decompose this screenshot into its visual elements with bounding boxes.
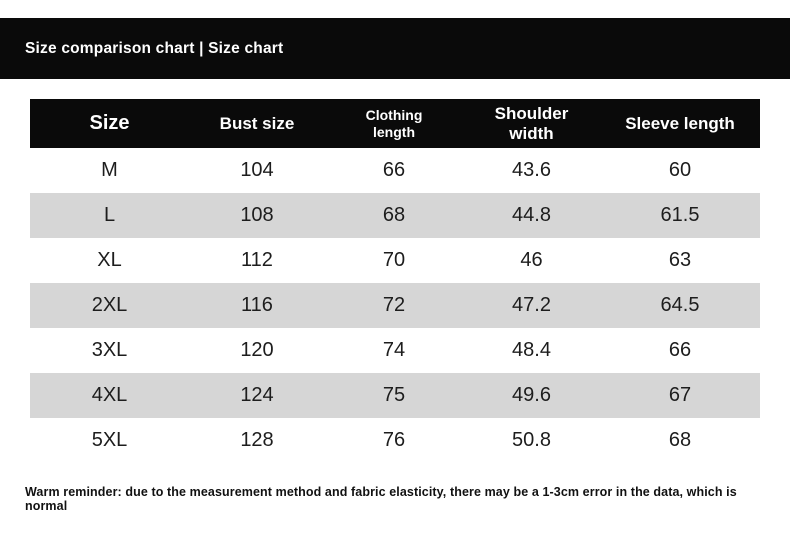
cell-size: 4XL xyxy=(30,373,189,418)
cell-sleeve-length: 67 xyxy=(600,373,760,418)
cell-size: 2XL xyxy=(30,283,189,328)
cell-size: 3XL xyxy=(30,328,189,373)
cell-shoulder-width: 49.6 xyxy=(463,373,600,418)
cell-shoulder-width: 47.2 xyxy=(463,283,600,328)
cell-sleeve-length: 66 xyxy=(600,328,760,373)
cell-bust-size: 108 xyxy=(189,193,325,238)
cell-bust-size: 124 xyxy=(189,373,325,418)
cell-sleeve-length: 60 xyxy=(600,148,760,193)
warm-reminder-note: Warm reminder: due to the measurement method and fabric elasticity, there may be a 1-3cm error in the data, which is normal xyxy=(25,485,737,513)
cell-size: M xyxy=(30,148,189,193)
cell-clothing-length: 74 xyxy=(325,328,463,373)
column-header-label: Size xyxy=(89,112,130,134)
cell-clothing-length: 66 xyxy=(325,148,463,193)
cell-sleeve-length: 61.5 xyxy=(600,193,760,238)
size-table xyxy=(30,99,760,463)
column-header-label: Shoulder width xyxy=(494,103,569,143)
cell-shoulder-width: 46 xyxy=(463,238,600,283)
column-header-bust-size xyxy=(189,99,325,148)
cell-sleeve-length: 68 xyxy=(600,418,760,463)
cell-shoulder-width: 43.6 xyxy=(463,148,600,193)
cell-clothing-length: 76 xyxy=(325,418,463,463)
cell-sleeve-length: 64.5 xyxy=(600,283,760,328)
cell-size: XL xyxy=(30,238,189,283)
column-header-size xyxy=(30,99,189,148)
column-header-label: Clothing length xyxy=(365,106,423,140)
column-header-label: Sleeve length xyxy=(625,113,735,133)
cell-bust-size: 128 xyxy=(189,418,325,463)
cell-bust-size: 116 xyxy=(189,283,325,328)
column-header-label: Bust size xyxy=(219,113,295,133)
cell-shoulder-width: 50.8 xyxy=(463,418,600,463)
title-bar xyxy=(0,18,790,79)
cell-bust-size: 104 xyxy=(189,148,325,193)
cell-clothing-length: 75 xyxy=(325,373,463,418)
cell-sleeve-length: 63 xyxy=(600,238,760,283)
cell-bust-size: 120 xyxy=(189,328,325,373)
cell-size: L xyxy=(30,193,189,238)
cell-size: 5XL xyxy=(30,418,189,463)
cell-clothing-length: 70 xyxy=(325,238,463,283)
column-header-clothing-length xyxy=(325,99,463,148)
cell-shoulder-width: 44.8 xyxy=(463,193,600,238)
column-header-shoulder-width xyxy=(463,99,600,148)
column-header-sleeve-length xyxy=(600,99,760,148)
page-title: Size comparison chart | Size chart xyxy=(25,39,284,57)
cell-bust-size: 112 xyxy=(189,238,325,283)
cell-clothing-length: 68 xyxy=(325,193,463,238)
cell-clothing-length: 72 xyxy=(325,283,463,328)
cell-shoulder-width: 48.4 xyxy=(463,328,600,373)
